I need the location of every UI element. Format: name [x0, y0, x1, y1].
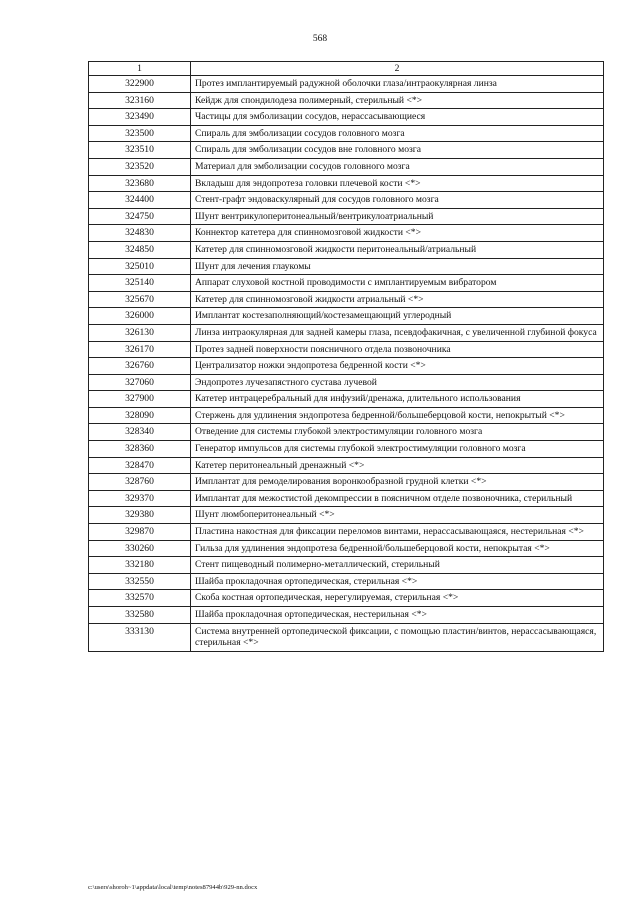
table-row — [89, 76, 604, 93]
row-description: Катетер для спинномозговой жидкости перитонеальный/атриальный — [191, 241, 604, 258]
row-code: 326760 — [89, 358, 191, 375]
row-code: 332570 — [89, 590, 191, 607]
column-header-description: 2 — [191, 62, 604, 76]
table-row — [89, 158, 604, 175]
table-row — [89, 540, 604, 557]
row-code: 332180 — [89, 557, 191, 574]
column-header-code: 1 — [89, 62, 191, 76]
row-description: Централизатор ножки эндопротеза бедренной кости <*> — [191, 358, 604, 375]
row-description: Стент-графт эндоваскулярный для сосудов головного мозга — [191, 192, 604, 209]
table-row — [89, 142, 604, 159]
row-description: Имплантат для межостистой декомпрессии в поясничном отделе позвоночника, стерильный — [191, 490, 604, 507]
row-code: 327900 — [89, 391, 191, 408]
table-row — [89, 573, 604, 590]
table-row — [89, 208, 604, 225]
row-description: Протез имплантируемый радужной оболочки глаза/интраокулярная линза — [191, 76, 604, 93]
row-code: 323500 — [89, 125, 191, 142]
row-description: Протез задней поверхности поясничного отдела позвоночника — [191, 341, 604, 358]
row-code: 322900 — [89, 76, 191, 93]
table-row — [89, 607, 604, 624]
row-description: Генератор импульсов для системы глубокой электростимуляции головного мозга — [191, 441, 604, 458]
table-header-row — [89, 62, 604, 76]
table-row — [89, 258, 604, 275]
row-code: 325140 — [89, 275, 191, 292]
row-description: Спираль для эмболизации сосудов головного мозга — [191, 125, 604, 142]
row-description: Вкладыш для эндопротеза головки плечевой кости <*> — [191, 175, 604, 192]
row-code: 323160 — [89, 92, 191, 109]
row-code: 324750 — [89, 208, 191, 225]
table-row — [89, 275, 604, 292]
row-code: 323510 — [89, 142, 191, 159]
row-description: Частицы для эмболизации сосудов, нерассасывающиеся — [191, 109, 604, 126]
table-row — [89, 557, 604, 574]
table-row — [89, 109, 604, 126]
table-row — [89, 358, 604, 375]
table-row — [89, 507, 604, 524]
footer-file-path: c:\users\shoroh~1\appdata\local\temp\notes87944b\929-nn.docx — [88, 884, 258, 891]
row-code: 332550 — [89, 573, 191, 590]
row-code: 332580 — [89, 607, 191, 624]
row-code: 328760 — [89, 474, 191, 491]
table-row — [89, 374, 604, 391]
row-code: 329370 — [89, 490, 191, 507]
row-description: Имплантат костезаполняющий/костезамещающий углеродный — [191, 308, 604, 325]
row-description: Шунт для лечения глаукомы — [191, 258, 604, 275]
row-description: Катетер для спинномозговой жидкости атриальный <*> — [191, 291, 604, 308]
row-description: Шайба прокладочная ортопедическая, нестерильная <*> — [191, 607, 604, 624]
device-code-table — [88, 61, 604, 652]
table-row — [89, 92, 604, 109]
page-number: 568 — [312, 34, 328, 44]
row-description: Катетер перитонеальный дренажный <*> — [191, 457, 604, 474]
row-code: 328470 — [89, 457, 191, 474]
row-code: 328340 — [89, 424, 191, 441]
table-row — [89, 623, 604, 651]
row-description: Спираль для эмболизации сосудов вне головного мозга — [191, 142, 604, 159]
table-row — [89, 241, 604, 258]
row-code: 330260 — [89, 540, 191, 557]
row-description: Материал для эмболизации сосудов головного мозга — [191, 158, 604, 175]
row-code: 333130 — [89, 623, 191, 651]
row-code: 328360 — [89, 441, 191, 458]
table-row — [89, 474, 604, 491]
row-code: 324830 — [89, 225, 191, 242]
row-code: 327060 — [89, 374, 191, 391]
table-row — [89, 324, 604, 341]
table-row — [89, 441, 604, 458]
row-code: 323680 — [89, 175, 191, 192]
row-code: 329870 — [89, 524, 191, 541]
table-row — [89, 490, 604, 507]
row-description: Коннектор катетера для спинномозговой жидкости <*> — [191, 225, 604, 242]
row-code: 325670 — [89, 291, 191, 308]
table-row — [89, 308, 604, 325]
row-description: Линза интраокулярная для задней камеры глаза, псевдофакичная, с увеличенной глубиной фокуса — [191, 324, 604, 341]
row-description: Гильза для удлинения эндопротеза бедренной/большеберцовой кости, непокрытая <*> — [191, 540, 604, 557]
table-row — [89, 524, 604, 541]
row-code: 326130 — [89, 324, 191, 341]
row-description: Кейдж для спондилодеза полимерный, стерильный <*> — [191, 92, 604, 109]
row-code: 329380 — [89, 507, 191, 524]
row-description: Стент пищеводный полимерно-металлический, стерильный — [191, 557, 604, 574]
row-description: Скоба костная ортопедическая, нерегулируемая, стерильная <*> — [191, 590, 604, 607]
row-code: 323520 — [89, 158, 191, 175]
table-row — [89, 192, 604, 209]
row-code: 328090 — [89, 407, 191, 424]
row-code: 325010 — [89, 258, 191, 275]
row-code: 323490 — [89, 109, 191, 126]
row-description: Шайба прокладочная ортопедическая, стерильная <*> — [191, 573, 604, 590]
row-code: 324850 — [89, 241, 191, 258]
row-description: Пластина накостная для фиксации переломов винтами, нерассасывающаяся, нестерильная <*> — [191, 524, 604, 541]
table-row — [89, 457, 604, 474]
table-row — [89, 341, 604, 358]
row-description: Шунт люмбоперитонеальный <*> — [191, 507, 604, 524]
row-description: Имплантат для ремоделирования воронкообразной грудной клетки <*> — [191, 474, 604, 491]
row-description: Катетер интрацеребральный для инфузий/дренажа, длительного использования — [191, 391, 604, 408]
row-description: Шунт вентрикулоперитонеальный/вентрикулоатриальный — [191, 208, 604, 225]
row-code: 326170 — [89, 341, 191, 358]
row-description: Эндопротез лучезапястного сустава лучевой — [191, 374, 604, 391]
table-row — [89, 391, 604, 408]
table-row — [89, 590, 604, 607]
table-row — [89, 225, 604, 242]
row-description: Аппарат слуховой костной проводимости с имплантируемым вибратором — [191, 275, 604, 292]
table-row — [89, 407, 604, 424]
table-row — [89, 291, 604, 308]
row-description: Система внутренней ортопедической фиксации, с помощью пластин/винтов, нерассасывающаяся, стерильная <*> — [191, 623, 604, 651]
table-row — [89, 175, 604, 192]
table-row — [89, 125, 604, 142]
table-row — [89, 424, 604, 441]
row-description: Стержень для удлинения эндопротеза бедренной/большеберцовой кости, непокрытый <*> — [191, 407, 604, 424]
row-description: Отведение для системы глубокой электростимуляции головного мозга — [191, 424, 604, 441]
row-code: 326000 — [89, 308, 191, 325]
row-code: 324400 — [89, 192, 191, 209]
